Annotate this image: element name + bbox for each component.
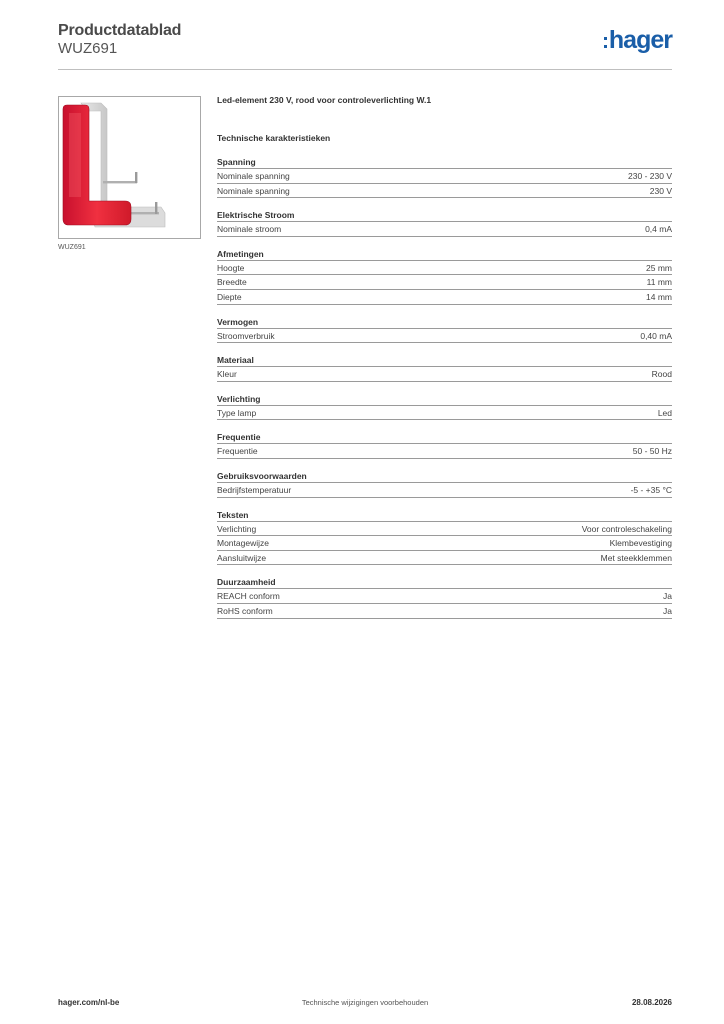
spec-row — [217, 536, 672, 551]
spec-section — [217, 315, 672, 344]
spec-label: Aansluitwijze — [217, 552, 267, 563]
spec-row — [217, 551, 672, 566]
spec-value: Ja — [663, 605, 672, 616]
spec-value: -5 - +35 °C — [630, 484, 672, 495]
led-element-icon — [59, 97, 200, 238]
section-title: Vermogen — [217, 315, 672, 329]
section-title: Verlichting — [217, 392, 672, 406]
spec-row — [217, 184, 672, 199]
spec-label: Bedrijfstemperatuur — [217, 484, 292, 495]
spec-row — [217, 604, 672, 619]
product-code: WUZ691 — [58, 40, 118, 57]
spec-label: Verlichting — [217, 523, 257, 534]
spec-label: Hoogte — [217, 262, 245, 273]
section-title: Afmetingen — [217, 247, 672, 261]
footer-website[interactable]: hager.com/nl-be — [58, 998, 120, 1007]
spec-label: Nominale spanning — [217, 185, 290, 196]
spec-value: 230 V — [649, 185, 672, 196]
section-title: Elektrische Stroom — [217, 208, 672, 222]
spec-label: Nominale spanning — [217, 171, 290, 181]
spec-value: Klembevestiging — [609, 538, 672, 549]
page-footer — [58, 998, 672, 1010]
spec-value: Rood — [651, 369, 672, 380]
hager-logo — [604, 26, 672, 54]
section-title: Duurzaamheid — [217, 575, 672, 589]
section-title: Materiaal — [217, 353, 672, 367]
spec-value: 50 - 50 Hz — [632, 446, 672, 457]
spec-label: Type lamp — [217, 407, 257, 418]
spec-section — [217, 247, 672, 305]
spec-section — [217, 392, 672, 421]
spec-row — [217, 589, 672, 604]
spec-section — [217, 430, 672, 459]
spec-section — [217, 575, 672, 618]
spec-content — [217, 92, 672, 619]
spec-row — [217, 169, 672, 184]
section-title: Gebruiksvoorwaarden — [217, 469, 672, 483]
spec-label: Montagewijze — [217, 538, 269, 549]
spec-value: 0,4 mA — [645, 224, 672, 235]
spec-row — [217, 290, 672, 305]
spec-section — [217, 469, 672, 498]
spec-value: 0,40 mA — [640, 330, 672, 341]
logo-text: hager — [608, 26, 672, 54]
product-name: Led-element 230 V, rood voor controleverlichting W.1 — [217, 95, 432, 105]
section-title: Frequentie — [217, 430, 672, 444]
spec-sections — [217, 155, 672, 619]
footer-notice: Technische wijzigingen voorbehouden — [301, 998, 429, 1007]
spec-row — [217, 483, 672, 498]
spec-value: Ja — [663, 591, 672, 602]
product-image — [58, 96, 201, 239]
spec-section — [217, 208, 672, 237]
spec-row — [217, 261, 672, 276]
spec-label: Diepte — [217, 291, 242, 302]
spec-value: Led — [657, 407, 672, 418]
document-title: Productdatablad — [58, 22, 182, 39]
spec-value: 230 - 230 V — [628, 171, 672, 181]
spec-value: Voor controleschakeling — [581, 523, 672, 534]
section-title: Teksten — [217, 508, 672, 522]
spec-row — [217, 406, 672, 421]
spec-section — [217, 353, 672, 382]
spec-row — [217, 222, 672, 237]
spec-value: 11 mm — [646, 277, 672, 288]
page-header — [58, 22, 672, 70]
logo-dots-icon — [604, 37, 607, 48]
spec-label: Kleur — [217, 369, 237, 380]
spec-row — [217, 522, 672, 537]
image-caption: WUZ691 — [58, 244, 86, 251]
spec-label: Nominale stroom — [217, 224, 282, 235]
spec-row — [217, 367, 672, 382]
spec-row — [217, 329, 672, 344]
spec-value: Met steekklemmen — [600, 552, 672, 563]
spec-row — [217, 444, 672, 459]
spec-label: Stroomverbruik — [217, 330, 275, 341]
spec-value: 14 mm — [646, 291, 672, 302]
spec-label: REACH conform — [217, 591, 280, 602]
spec-section — [217, 508, 672, 566]
section-title: Spanning — [217, 155, 672, 169]
spec-section — [217, 155, 672, 198]
tech-heading: Technische karakteristieken — [217, 133, 331, 143]
spec-label: Breedte — [217, 277, 247, 288]
spec-label: Frequentie — [217, 446, 258, 457]
footer-date: 28.08.2026 — [631, 998, 672, 1007]
spec-value: 25 mm — [646, 262, 672, 273]
spec-row — [217, 275, 672, 290]
spec-label: RoHS conform — [217, 605, 273, 616]
